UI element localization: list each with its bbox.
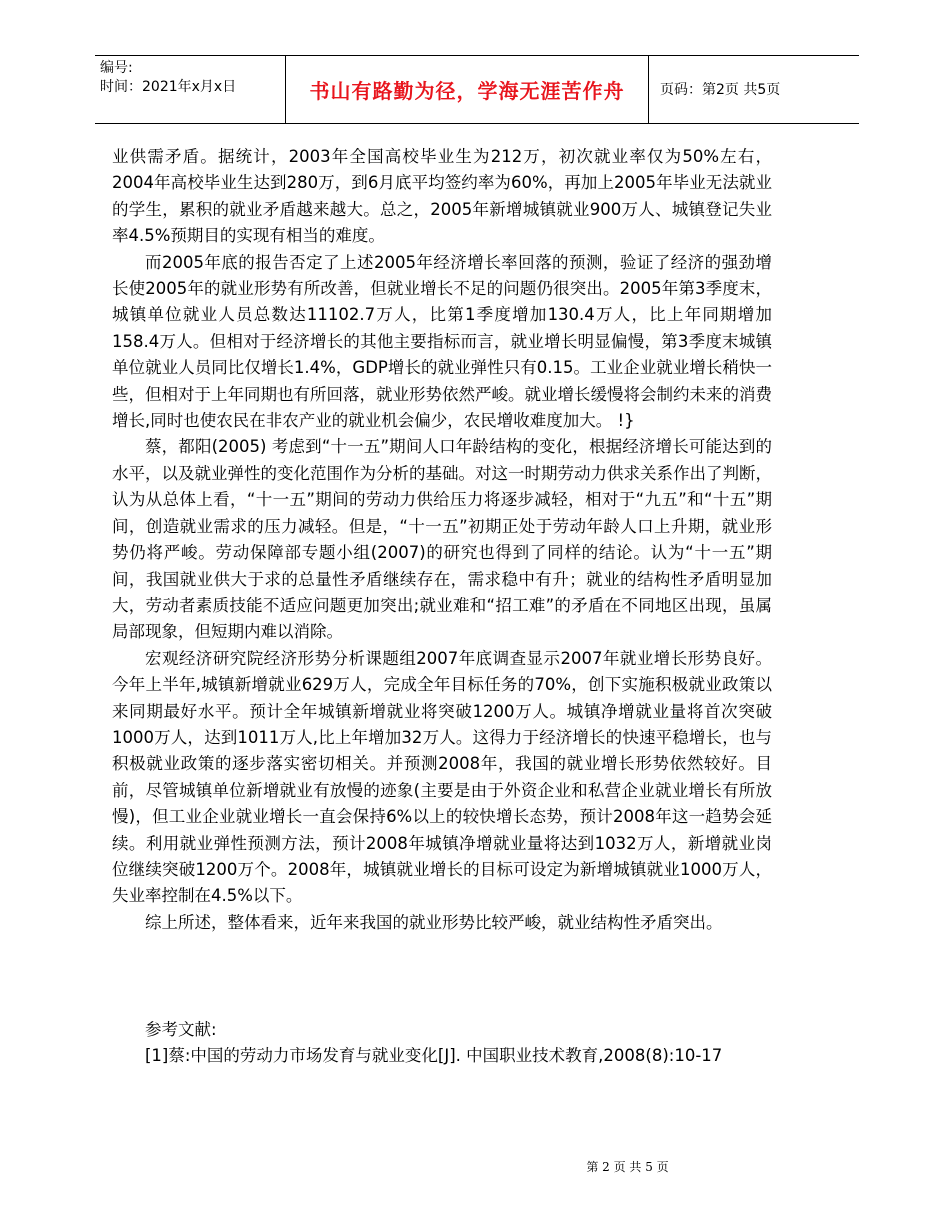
references-section bbox=[112, 1017, 772, 1070]
motto-text: 书山有路勤为径，学海无涯苦作舟 bbox=[309, 79, 625, 103]
document-body bbox=[112, 144, 772, 936]
paragraph: 业供需矛盾。据统计，2003年全国高校毕业生为212万，初次就业率仅为50%左右，2004年高校毕业生达到280万，到6月底平均签约率为60%，再加上2005年毕业无法就业的学生，累积的就业矛盾越来越大。总之，2005年新增城镇就业900万人、城镇登记失业率4.5%预期目的实现有相当的难度。 bbox=[112, 147, 772, 246]
paragraph: 宏观经济研究院经济形势分析课题组2007年底调查显示2007年就业增长形势良好。今年上半年,城镇新增就业629万人，完成全年目标任务的70%，创下实施积极就业政策以来同期最好水平。预计全年城镇新增就业将突破1200万人。城镇净增就业量将首次突破1000万人，达到1011万人,比上年增加32万人。这得力于经济增长的快速平稳增长，也与积极就业政策的逐步落实密切相关。并预测2008年，我国的就业增长形势依然较好。目前，尽管城镇单位新增就业有放慢的迹象(主要是由于外资企业和私营企业就业增长有所放慢)，但工业企业就业增长一直会保持6%以上的较快增长态势，预计2008年这一趋势会延续。利用就业弹性预测方法，预计2008年城镇净增就业量将达到1032万人，新增就业岗位继续突破1200万个。2008年，城镇就业增长的目标可设定为新增城镇就业1000万人，失业率控制在4.5%以下。 bbox=[112, 648, 772, 906]
header-page-number: 页码：第2页 共5页 bbox=[660, 82, 781, 98]
paragraph: 综上所述，整体看来，近年来我国的就业形势比较严峻，就业结构性矛盾突出。 bbox=[145, 912, 723, 932]
document-time-label: 时间：2021年x月x日 bbox=[100, 79, 237, 95]
references-title: 参考文献: bbox=[145, 1020, 217, 1039]
paragraph: 而2005年底的报告否定了上述2005年经济增长率回落的预测，验证了经济的强劲增长使2005年的就业形势有所改善，但就业增长不足的问题仍很突出。2005年第3季度末，城镇单位就业人员总数达11102.7万人，比第1季度增加130.4万人，比上年同期增加158.4万人。但相对于经济增长的其他主要指标而言，就业增长明显偏慢，第3季度末城镇单位就业人员同比仅增长1.4%，GDP增长的就业弹性只有0.15。工业企业就业增长稍快一些，但相对于上年同期也有所回落，就业形势依然严峻。就业增长缓慢将会制约未来的消费增长,同时也使农民在非农产业的就业机会偏少，农民增收难度加大。 !} bbox=[112, 252, 772, 431]
page-footer: 第 2 页 共 5 页 bbox=[586, 1160, 669, 1174]
reference-item: [1]蔡:中国的劳动力市场发育与就业变化[J]. 中国职业技术教育,2008(8):10-17 bbox=[145, 1046, 723, 1066]
document-number-label: 编号: bbox=[100, 60, 133, 76]
header-meta bbox=[100, 59, 282, 97]
page-header bbox=[95, 55, 859, 124]
paragraph: 蔡，都阳(2005) 考虑到“十一五”期间人口年龄结构的变化，根据经济增长可能达到的水平，以及就业弹性的变化范围作为分析的基础。对这一时期劳动力供求关系作出了判断，认为从总体上看，“十一五”期间的劳动力供给压力将逐步减轻，相对于“九五”和“十五”期间，创造就业需求的压力减轻。但是，“十一五”初期正处于劳动年龄人口上升期，就业形势仍将严峻。劳动保障部专题小组(2007)的研究也得到了同样的结论。认为“十一五”期间，我国就业供大于求的总量性矛盾继续存在，需求稳中有升；就业的结构性矛盾明显加大，劳动者素质技能不适应问题更加突出;就业难和“招工难”的矛盾在不同地区出现，虽属局部现象，但短期内难以消除。 bbox=[112, 437, 772, 642]
header-motto bbox=[285, 56, 649, 123]
